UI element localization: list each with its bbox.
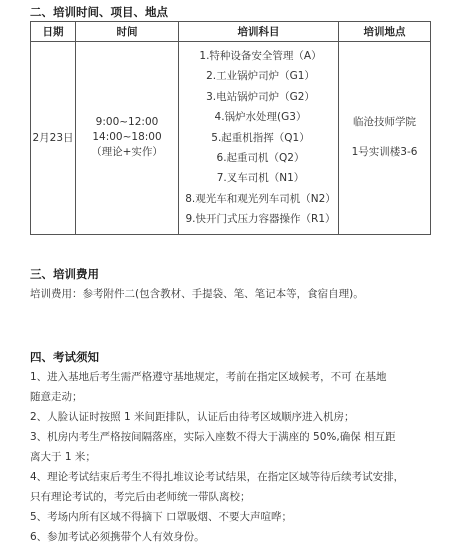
- subject-item: 2.工业锅炉司炉（G1）: [206, 70, 315, 83]
- exam-note-line: 4、理论考试结束后考生不得扎堆议论考试结果，在指定区域等待后续考试安排，: [30, 471, 405, 483]
- subjects-cell: [179, 42, 339, 235]
- exam-note-line: 3、机房内考生严格按间隔落座，实际入座数不得大于满座的 50%,确保 相互距: [30, 431, 396, 443]
- exam-note-line: 2、人脸认证时按照 1 米间距排队，认证后由待考区域顺序进入机房；: [30, 411, 355, 423]
- subject-item: 1.特种设备安全管理（A）: [199, 50, 322, 62]
- time-cell: [76, 42, 179, 235]
- exam-note-line: 只有理论考试的，考完后由老师统一带队离校；: [30, 491, 251, 503]
- subject-item: 5.起重机指挥（Q1）: [211, 131, 310, 144]
- location-line: 1号实训楼3-6: [351, 146, 418, 159]
- time-line: 9:00~12:00: [95, 116, 159, 129]
- date-cell: 2月23日: [31, 42, 76, 235]
- time-line: （理论+实作）: [91, 146, 163, 159]
- header-date: 日期: [31, 22, 76, 42]
- exam-note-line: 5、考场内所有区域不得摘下 口罩吸烟、不要大声喧哗；: [30, 511, 293, 523]
- header-time: 时间: [76, 22, 179, 42]
- subject-item: 3.电站锅炉司炉（G2）: [206, 90, 315, 103]
- section-heading-schedule: 二、培训时间、项目、地点: [30, 5, 168, 19]
- time-line: 14:00~18:00: [92, 131, 162, 144]
- subject-item: 6.起重司机（Q2）: [216, 151, 305, 164]
- fees-text: 培训费用：参考附件二(包含教材、手提袋、笔、笔记本等，食宿自理)。: [30, 288, 364, 300]
- subject-item: 7.叉车司机（N1）: [216, 172, 305, 185]
- location-line: 临沧技师学院: [353, 116, 416, 129]
- subject-item: 4.锅炉水处理(G3）: [214, 111, 307, 124]
- exam-note-line: 随意走动；: [30, 391, 83, 403]
- section-heading-fees: 三、培训费用: [30, 267, 99, 281]
- exam-note-line: 6、参加考试必须携带个人有效身份。: [30, 531, 205, 543]
- section-heading-exam-notes: 四、考试须知: [30, 350, 99, 364]
- exam-note-line: 1、进入基地后考生需严格遵守基地规定，考前在指定区域候考，不可 在基地: [30, 371, 387, 383]
- subject-item: 8.观光车和观光列车司机（N2）: [185, 192, 336, 205]
- table-row: [31, 42, 431, 235]
- schedule-table: [30, 21, 431, 235]
- location-cell: [339, 42, 431, 235]
- header-subject: 培训科目: [179, 22, 339, 42]
- subject-item: 9.快开门式压力容器操作（R1）: [185, 213, 336, 226]
- exam-note-line: 离大于 1 米；: [30, 451, 96, 463]
- location-line: [340, 130, 429, 145]
- table-header-row: [31, 22, 431, 42]
- header-location: 培训地点: [339, 22, 431, 42]
